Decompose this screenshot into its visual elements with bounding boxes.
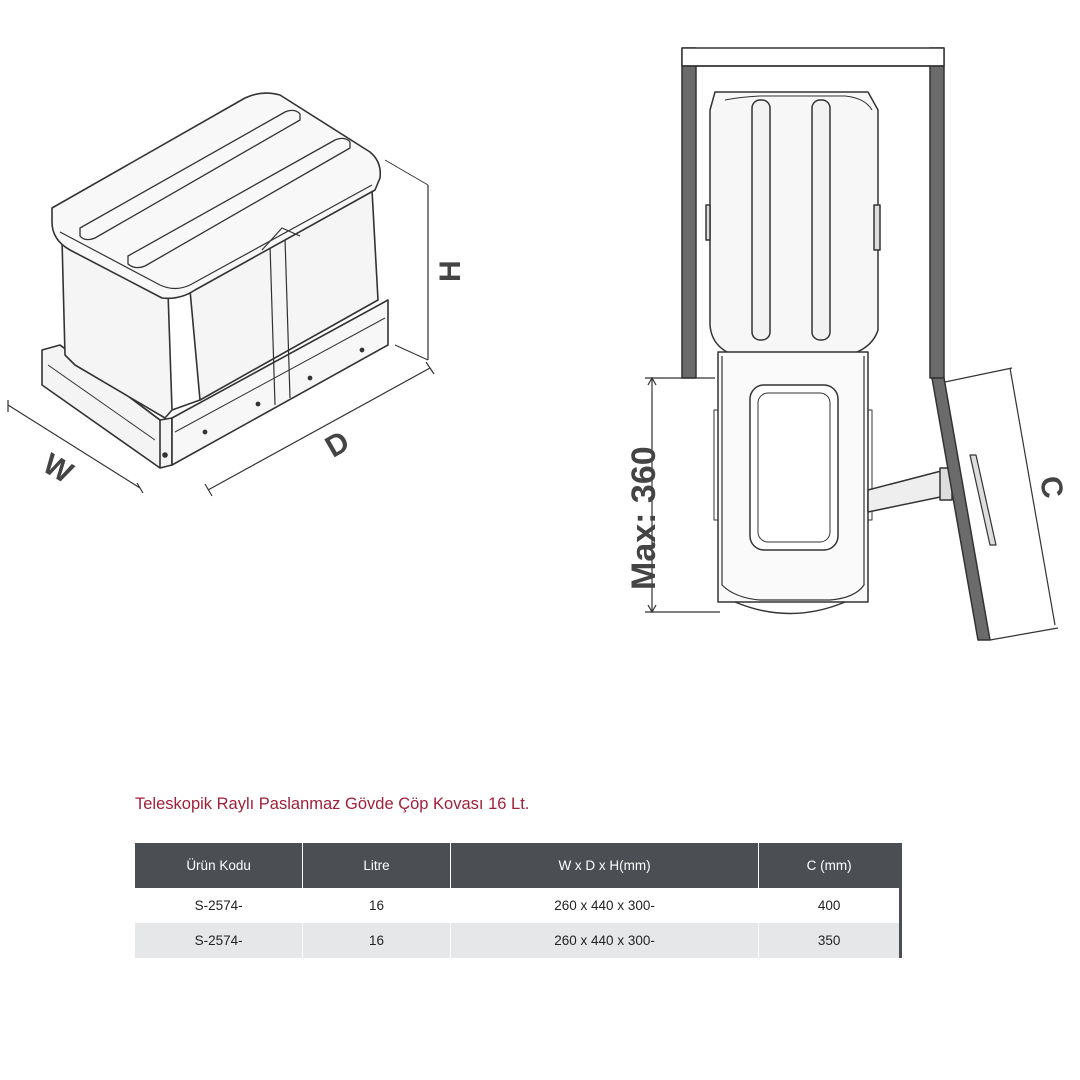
table-row	[135, 888, 901, 923]
cell-dimensions: 260 x 440 x 300-	[450, 888, 758, 923]
cell-urun-kodu: S-2574-	[135, 923, 303, 958]
dim-label-d: D	[319, 424, 356, 465]
lid-rib	[752, 100, 770, 340]
cell-urun-kodu: S-2574-	[135, 888, 303, 923]
cell-c: 350	[759, 923, 901, 958]
header-litre: Litre	[303, 843, 451, 888]
header-urun-kodu: Ürün Kodu	[135, 843, 303, 888]
cell-litre: 16	[303, 923, 451, 958]
cabinet-back-wall	[682, 48, 944, 66]
table-row	[135, 923, 901, 958]
cabinet-left-wall	[682, 48, 696, 378]
cell-litre: 16	[303, 888, 451, 923]
dim-label-w: W	[37, 447, 79, 491]
bin-opening	[750, 385, 838, 550]
dim-label-max: Max: 360	[625, 446, 663, 590]
cabinet-door-open	[932, 378, 990, 640]
bin-lid-top	[710, 92, 878, 358]
product-title: Teleskopik Raylı Paslanmaz Gövde Çöp Kovası 16 Lt.	[135, 795, 530, 813]
isometric-bin-drawing	[0, 0, 540, 540]
top-view-drawing	[540, 0, 1080, 680]
lid-rib	[812, 100, 830, 340]
cell-dimensions: 260 x 440 x 300-	[450, 923, 758, 958]
dim-label-h: H	[434, 260, 467, 282]
spec-table	[135, 843, 902, 958]
dim-label-c: C	[1033, 473, 1070, 501]
cell-c: 400	[759, 888, 901, 923]
door-bracket-arm	[868, 470, 950, 512]
header-c: C (mm)	[759, 843, 901, 888]
header-dimensions: W x D x H(mm)	[450, 843, 758, 888]
cabinet-right-wall	[930, 48, 944, 378]
table-header-row	[135, 843, 901, 888]
